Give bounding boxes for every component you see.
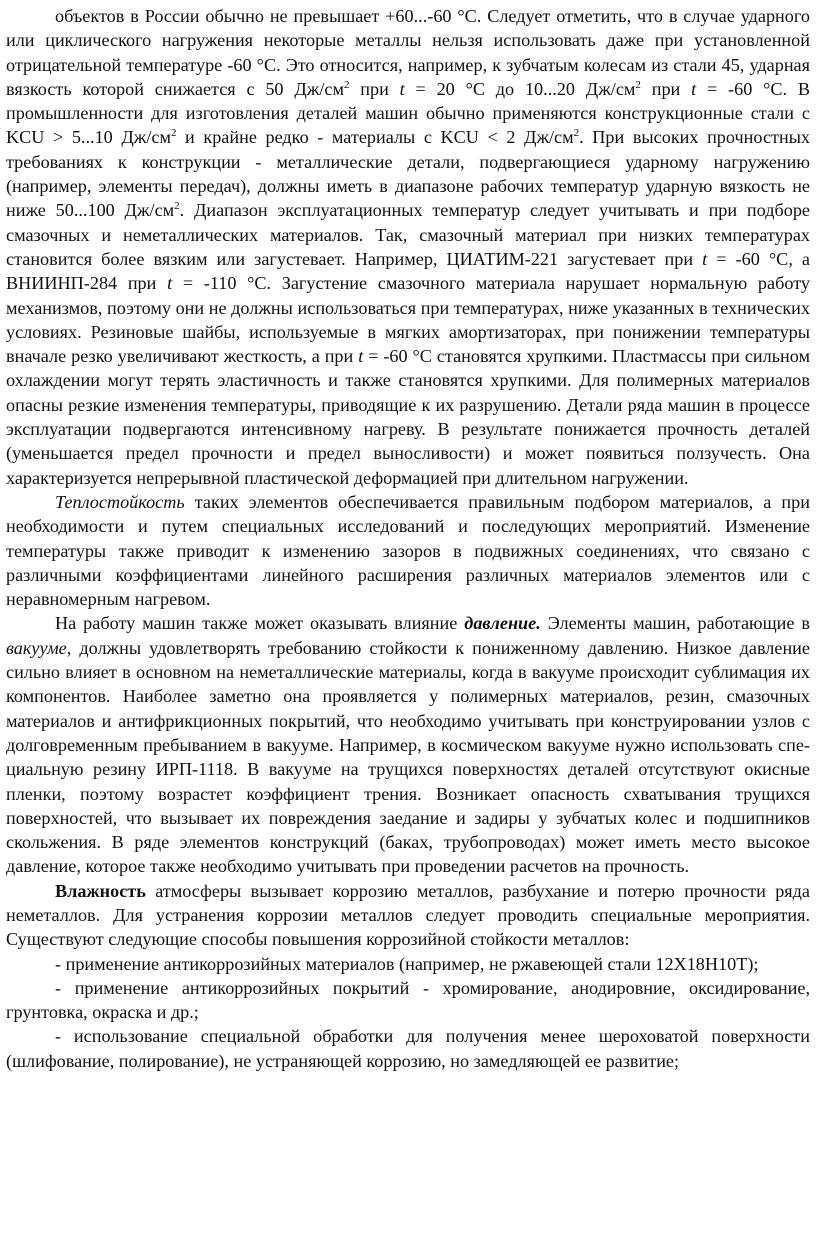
text-run: . При высоких прочностных требованиях к конструкции - металлические детали, подвергающиеся ударному нагружению (например, элементы передач), должны иметь в диапазоне рабочих температур ударную вязкость не ниже 50...100 Дж/см	[6, 127, 811, 221]
bold-text: Влажность	[55, 880, 146, 901]
text-run: = -60 °С становятся хрупкими. Пластмассы при сильном охлаждении могут терять эластичность и также становятся хрупкими. Для полимерных материалов опасны резкие изменения температуры, приводящие к их разрушению. Детали ряда машин в процессе эксплуатации подвергаются интенсивному нагреву. В результате понижается прочность деталей (уменьшается предел прочности и предел выносливости) и может появиться ползучесть. Она характеризуется непрерывной пластической деформацией при длительном нагружении.	[6, 346, 810, 488]
paragraph-temperature	[6, 4, 810, 490]
italic-text: t	[702, 248, 708, 269]
text-run: атмосферы вызывает коррозию металлов, разбухание и потерю прочности ряда неметаллов. Для устранения коррозии металлов следует проводить специальные мероприятия. Существуют следующие способы повышения коррозийной стойкости металлов:	[6, 880, 810, 950]
list-item-anticorrosion-coatings	[6, 976, 810, 1025]
superscript: 2	[174, 200, 180, 213]
italic-text: t	[167, 273, 173, 294]
text-run: должны удовлетворять требованию стойкости к пониженному давлению. Низкое давление сильно влияет в основном на неметаллические материалы, когда в вакууме происходит сублимация их компонентов. Наиболее заметно она проявляется у полимерных материалов, резин, смазочных материалов и антифрикционных покрытий, что необходимо учитывать при конструировании узлов с долговременным пребыванием в вакууме. Например, в космическом вакууме нужно использовать спе-циальную резину ИРП-1118. В вакууме на трущихся поверхностях деталей отсутствуют окисные пленки, поэтому возрастет коэффициент трения. Возникает опасность схватывания трущихся поверхностей, что вызывает их повреждения заедание и задиры у зубчатых колес и подшипников скольжения. В ряде элементов конструкций (баках, трубопроводах) может иметь место высокое давление, которое также необходимо учитывать при проведении расчетов на прочность.	[6, 637, 810, 877]
list-item-surface-treatment	[6, 1024, 810, 1073]
text-run: при	[349, 78, 400, 99]
text-run: . Диапазон эксплуатационных температур следует учитывать и при подборе смазочных и неметаллических материалов. Так, смазочный материал при низких температурах становится более вязким или загустевает. Например, ЦИАТИМ-221 загустевает при	[6, 200, 810, 269]
text-run: = -60 °С, а ВНИИНП-284 при	[6, 248, 810, 294]
text-run: - использование специальной обработки для получения менее шероховатой поверхности (шлифование, полирование), не устраняющей коррозию, но замедляющей ее развитие;	[6, 1026, 810, 1071]
text-run: объектов в России обычно не превышает +60...-60 °С. Следует отметить, что в случае ударного или циклического нагружения некоторые металлы нельзя использовать даже при установленной отрицательной температуре -60 °С. Это относится, например, к зубчатым колесам из стали 45, ударная вязкость которой снижается с 50 Дж/см	[6, 6, 810, 99]
paragraph-humidity	[6, 879, 810, 952]
text-run: при	[640, 78, 692, 99]
text-run: и крайне редко - материалы с KCU < 2 Дж/см	[176, 127, 574, 148]
paragraph-heat-resistance	[6, 490, 810, 611]
superscript: 2	[170, 127, 177, 140]
italic-text: t	[358, 346, 364, 367]
italic-text: t	[691, 78, 697, 99]
text-run: таких элементов обеспечивается правильным подбором материалов, а при необходимости и путем специальных исследований и последующих мероприятий. Изменение температуры также приводит к изменению зазоров в подвижных соединениях, что связано с различными коэффициентами линейного расширения различных материалов элементов или с неравномерным нагревом.	[6, 491, 810, 610]
italic-text: t	[399, 78, 405, 99]
text-run: - применение антикоррозийных материалов (например, не ржавеющей стали 12Х18Н10Т);	[55, 953, 759, 974]
superscript: 2	[635, 78, 641, 91]
text-run: = -60 °С. В промышленности для изготовления деталей машин обычно применяются конструкционные стали с KCU > 5...10 Дж/см	[6, 78, 810, 148]
paragraph-pressure	[6, 611, 810, 878]
text-run: = -110 °С. Загустение смазочного материала нарушает нормальную работу механизмов, поэтому они не должны использоваться при температурах, ниже указанных в технических условиях. Резиновые шайбы, используемые в мягких амортизаторах, при понижении температуры вначале резко увеличивают жесткость, а при	[6, 273, 811, 367]
superscript: 2	[343, 78, 350, 91]
text-run: Элементы машин, работающие в	[540, 613, 810, 634]
list-item-anticorrosion-materials	[6, 952, 810, 976]
text-run: - применение антикоррозийных покрытий - хромирование, анодировние, оксидирование, грунтовка, окраска и др.;	[6, 977, 810, 1023]
superscript: 2	[573, 127, 580, 140]
italic-text: Теплостойкость	[55, 491, 185, 512]
text-run: = 20 °С до 10...20 Дж/см	[404, 78, 636, 99]
bold-italic-text: давление.	[464, 613, 541, 634]
italic-text: вакууме,	[6, 637, 72, 658]
text-run: На работу машин также может оказывать влияние	[55, 613, 465, 634]
